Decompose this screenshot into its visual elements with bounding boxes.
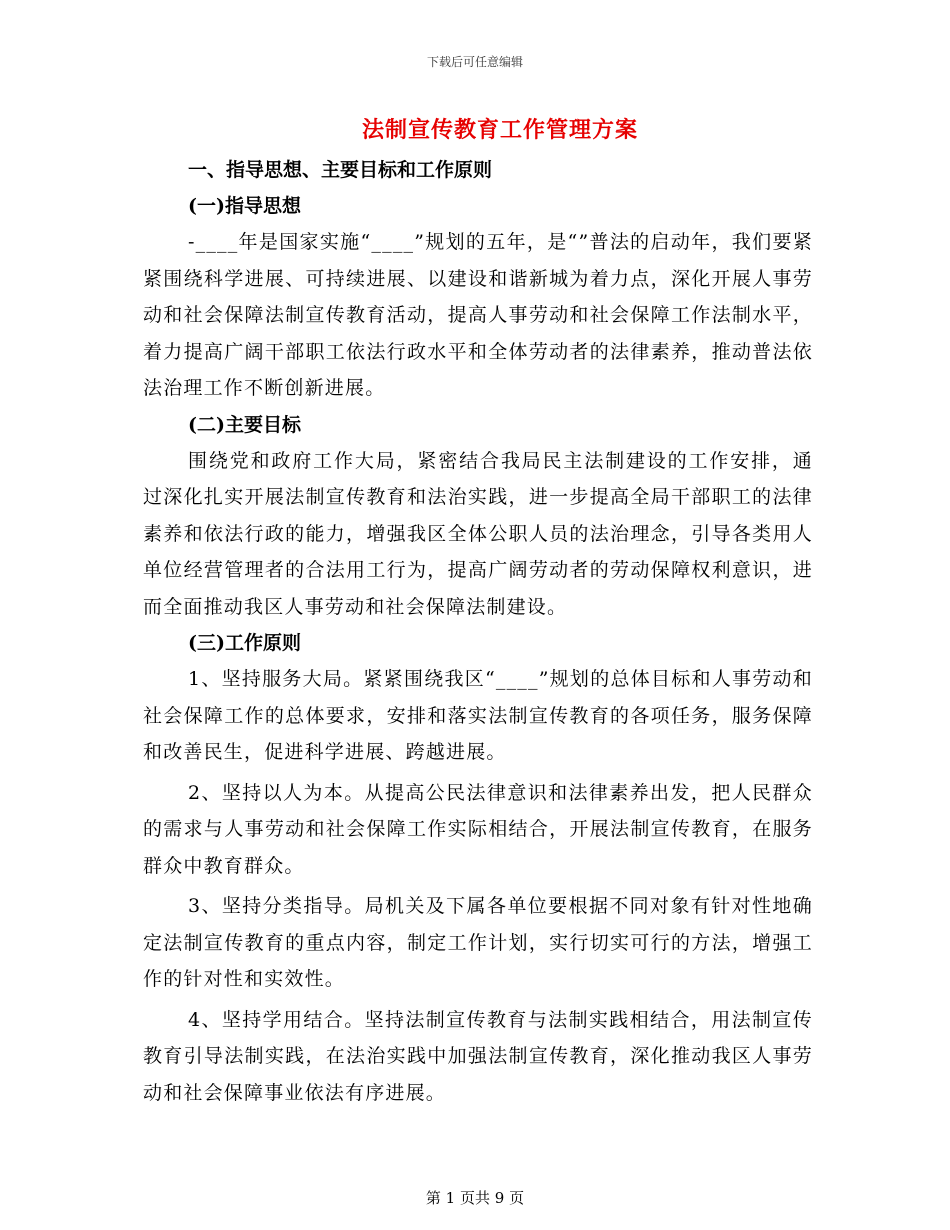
subsection-heading-guiding-ideology: (一)指导思想 <box>188 195 301 217</box>
section-heading-1: 一、指导思想、主要目标和工作原则 <box>188 159 493 181</box>
principle-item-1: 1、坚持服务大局。紧紧围绕我区“____”规划的总体目标和人事劳动和社会保障工作的总体要求，安排和落实法制宣传教育的各项任务，服务保障和改善民生，促进科学进展、跨越进展。 <box>143 668 813 763</box>
page-number: 第 1 页共 9 页 <box>425 1189 525 1207</box>
paragraph-guiding-ideology: -____年是国家实施“____”规划的五年，是“”普法的启动年，我们要紧紧围绕科学进展、可持续进展、以建设和谐新城为着力点，深化开展人事劳动和社会保障法制宣传教育活动，提高人事劳动和社会保障工作法制水平，着力提高广阔干部职工依法行政水平和全体劳动者的法律素养，推动普法依法治理工作不断创新进展。 <box>143 231 813 399</box>
subsection-heading-main-goals: (二)主要目标 <box>188 413 301 436</box>
principle-item-2: 2、坚持以人为本。从提高公民法律意识和法律素养出发，把人民群众的需求与人事劳动和社会保障工作实际相结合，开展法制宣传教育，在服务群众中教育群众。 <box>143 781 813 877</box>
principle-item-3: 3、坚持分类指导。局机关及下属各单位要根据不同对象有针对性地确定法制宣传教育的重点内容，制定工作计划，实行切实可行的方法，增强工作的针对性和实效性。 <box>143 895 813 990</box>
document-body <box>143 152 813 1111</box>
principle-item-4: 4、坚持学用结合。坚持法制宣传教育与法制实践相结合，用法制宣传教育引导法制实践，在法治实践中加强法制宣传教育，深化推动我区人事劳动和社会保障事业依法有序进展。 <box>143 1008 813 1104</box>
document-title: 法制宣传教育工作管理方案 <box>361 117 638 143</box>
subsection-heading-work-principles: (三)工作原则 <box>188 632 301 654</box>
header-note: 下载后可任意编辑 <box>426 55 523 69</box>
paragraph-main-goals: 围绕党和政府工作大局，紧密结合我局民主法制建设的工作安排，通过深化扎实开展法制宣传教育和法治实践，进一步提高全局干部职工的法律素养和依法行政的能力，增强我区全体公职人员的法治理念，引导各类用人单位经营管理者的合法用工行为，提高广阔劳动者的劳动保障权利意识，进而全面推动我区人事劳动和社会保障法制建设。 <box>143 449 813 618</box>
